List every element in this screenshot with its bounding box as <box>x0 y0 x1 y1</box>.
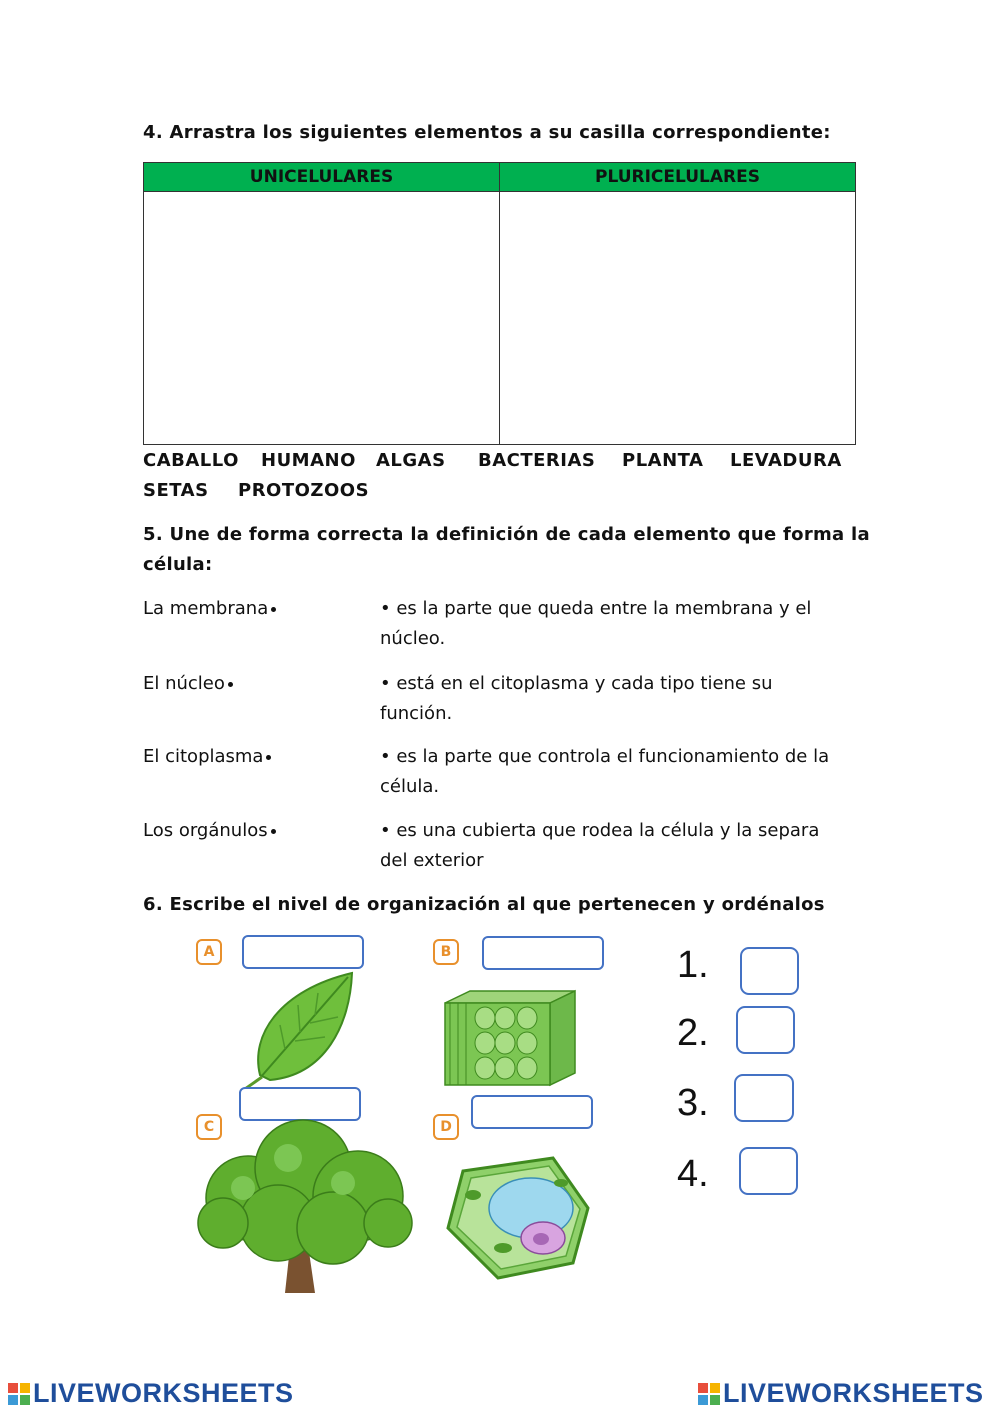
liveworksheets-icon <box>8 1383 30 1405</box>
match-definition[interactable] <box>380 816 850 876</box>
q5-title-line1: 5. Une de forma correcta la definición de cada elemento que forma la <box>143 524 870 545</box>
unicelulares-header: UNICELULARES <box>144 163 500 192</box>
order-number-1: 1. <box>677 944 709 986</box>
label-b: B <box>433 939 459 965</box>
q5-title-line2: célula: <box>143 554 213 575</box>
brand-text: LIVEWORKSHEETS <box>33 1378 294 1408</box>
order-box-1[interactable] <box>740 947 799 995</box>
draggable-word-caballo[interactable]: CABALLO <box>143 450 239 471</box>
label-a: A <box>196 939 222 965</box>
q4-title: 4. Arrastra los siguientes elementos a su casilla correspondiente: <box>143 122 831 143</box>
match-dot[interactable] <box>271 829 276 834</box>
match-definition[interactable] <box>380 594 850 654</box>
term-label: El núcleo <box>143 673 225 694</box>
order-box-2[interactable] <box>736 1006 795 1054</box>
definition-line2: del exterior <box>380 850 484 871</box>
draggable-word-humano[interactable]: HUMANO <box>261 450 356 471</box>
match-term <box>143 816 276 846</box>
leaf-image <box>240 965 360 1090</box>
answer-box-a[interactable] <box>242 935 364 969</box>
match-term <box>143 669 233 699</box>
answer-box-d[interactable] <box>471 1095 593 1129</box>
pluricelulares-dropzone[interactable] <box>500 192 855 444</box>
term-label: El citoplasma <box>143 746 264 767</box>
liveworksheets-logo-left[interactable] <box>8 1378 294 1409</box>
term-label: Los orgánulos <box>143 820 268 841</box>
liveworksheets-logo-right[interactable] <box>698 1378 984 1409</box>
match-term <box>143 594 276 624</box>
match-term <box>143 742 271 772</box>
draggable-word-planta[interactable]: PLANTA <box>622 450 704 471</box>
definition-line2: núcleo. <box>380 628 446 649</box>
cell-image <box>443 1153 593 1281</box>
match-definition[interactable] <box>380 742 855 802</box>
order-box-4[interactable] <box>739 1147 798 1195</box>
definition-line2: función. <box>380 703 453 724</box>
definition-line1: • es una cubierta que rodea la célula y la separa <box>380 820 820 841</box>
order-number-2: 2. <box>677 1012 709 1054</box>
draggable-word-bacterias[interactable]: BACTERIAS <box>478 450 596 471</box>
classification-table <box>143 162 856 445</box>
definition-line2: célula. <box>380 776 440 797</box>
answer-box-c[interactable] <box>239 1087 361 1121</box>
unicelulares-dropzone[interactable] <box>144 192 500 444</box>
label-d: D <box>433 1114 459 1140</box>
liveworksheets-icon <box>698 1383 720 1405</box>
tree-image <box>193 1118 415 1298</box>
match-dot[interactable] <box>228 682 233 687</box>
draggable-word-protozoos[interactable]: PROTOZOOS <box>238 480 370 501</box>
definition-line1: • es la parte que controla el funcionamiento de la <box>380 746 830 767</box>
draggable-word-setas[interactable]: SETAS <box>143 480 209 501</box>
definition-line1: • está en el citoplasma y cada tipo tiene su <box>380 673 773 694</box>
label-c: C <box>196 1114 222 1140</box>
order-number-4: 4. <box>677 1153 709 1195</box>
brand-text: LIVEWORKSHEETS <box>723 1378 984 1408</box>
draggable-word-algas[interactable]: ALGAS <box>376 450 446 471</box>
match-dot[interactable] <box>266 755 271 760</box>
order-number-3: 3. <box>677 1082 709 1124</box>
match-definition[interactable] <box>380 669 850 729</box>
order-box-3[interactable] <box>734 1074 794 1122</box>
term-label: La membrana <box>143 598 269 619</box>
match-dot[interactable] <box>271 607 276 612</box>
definition-line1: • es la parte que queda entre la membrana y el <box>380 598 812 619</box>
q6-title: 6. Escribe el nivel de organización al que pertenecen y ordénalos <box>143 894 825 915</box>
pluricelulares-header: PLURICELULARES <box>500 163 855 192</box>
answer-box-b[interactable] <box>482 936 604 970</box>
tissue-image <box>440 988 580 1088</box>
draggable-word-levadura[interactable]: LEVADURA <box>730 450 842 471</box>
